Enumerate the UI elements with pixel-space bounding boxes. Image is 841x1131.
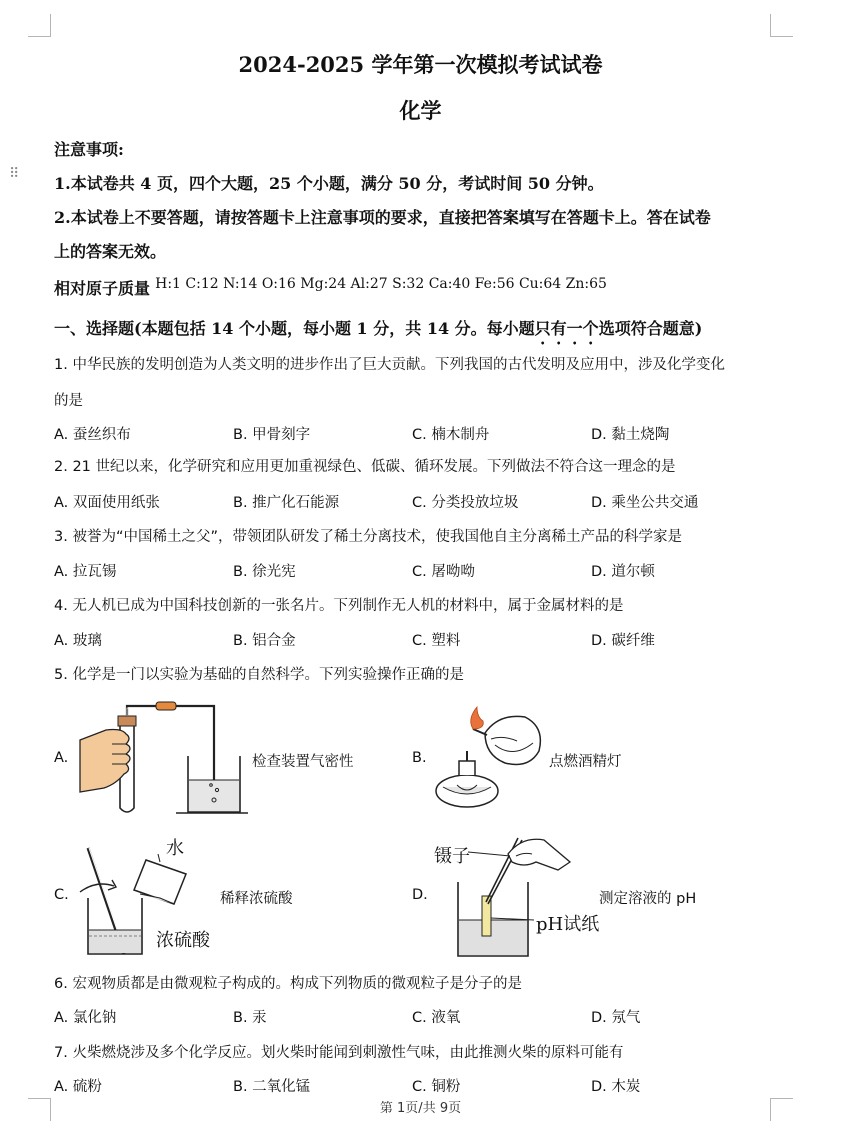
question-5-option-a[interactable]: A. [54,750,69,766]
experiment-d-label-paper: pH试纸 [536,914,600,935]
alcohol-lamp-figure [433,705,548,813]
question-3-option-d[interactable]: D. 道尔顿 [591,564,655,580]
question-4-option-c[interactable]: C. 塑料 [412,633,461,649]
question-1-stem: 1. 中华民族的发明创造为人类文明的进步作出了巨大贡献。下列我国的古代发明及应用中，涉及化学变化 [54,357,725,373]
drag-handle-icon[interactable]: ⠿ [9,166,21,182]
notes-item-2-line-1: 2.本试卷上不要答题，请按答题卡上注意事项的要求，直接把答案填写在答题卡上。答在试卷 [54,208,711,227]
atomic-mass-row [54,276,607,299]
question-5-stem: 5. 化学是一门以实验为基础的自然科学。下列实验操作正确的是 [54,667,464,683]
question-4-option-b[interactable]: B. 铝合金 [233,633,296,649]
question-5-option-c[interactable]: C. [54,887,69,903]
question-3-option-c[interactable]: C. 屠呦呦 [412,564,475,580]
question-2-option-a[interactable]: A. 双面使用纸张 [54,495,160,511]
question-6-stem: 6. 宏观物质都是由微观粒子构成的。构成下列物质的微观粒子是分子的是 [54,976,522,992]
crop-mark-top-left [28,14,51,37]
question-6-option-b[interactable]: B. 汞 [233,1010,267,1026]
notes-item-1: 1.本试卷共 4 页，四个大题，25 个小题，满分 50 分，考试时间 50 分钟。 [54,174,604,193]
experiment-c-label-acid: 浓硫酸 [156,930,210,951]
experiment-d-caption: 测定溶液的 pH [599,891,697,907]
atomic-mass-values: H:1 C:12 N:14 O:16 Mg:24 Al:27 S:32 Ca:40 Fe:56 Cu:64 Zn:65 [155,276,607,292]
question-1-option-c[interactable]: C. 楠木制舟 [412,427,490,443]
notes-item-2-line-2: 上的答案无效。 [54,242,167,261]
question-2-option-b[interactable]: B. 推广化石能源 [233,495,340,511]
question-3-option-b[interactable]: B. 徐光宪 [233,564,296,580]
question-2-option-d[interactable]: D. 乘坐公共交通 [591,495,699,511]
question-7-stem: 7. 火柴燃烧涉及多个化学反应。划火柴时能闻到刺激性气味，由此推测火柴的原料可能有 [54,1045,624,1061]
question-1-option-a[interactable]: A. 蚕丝织布 [54,427,131,443]
question-1-option-d[interactable]: D. 黏土烧陶 [591,427,670,443]
experiment-d-label-tweezers: 镊子 [434,846,470,867]
question-7-option-b[interactable]: B. 二氧化锰 [233,1079,311,1095]
question-2-stem: 2. 21 世纪以来，化学研究和应用更加重视绿色、低碳、循环发展。下列做法不符合这一理念的是 [54,459,676,475]
question-2-option-c[interactable]: C. 分类投放垃圾 [412,495,519,511]
subject-title: 化学 [399,98,442,123]
question-5-option-d[interactable]: D. [412,887,428,903]
question-3-option-a[interactable]: A. 拉瓦锡 [54,564,117,580]
page-footer: 第 1页/共 9页 [379,1101,462,1116]
question-1-option-b[interactable]: B. 甲骨刻字 [233,427,311,443]
question-3-stem: 3. 被誉为“中国稀土之父”，带领团队研发了稀土分离技术，使我国他自主分离稀土产品的科学家是 [54,529,682,545]
question-6-option-a[interactable]: A. 氯化钠 [54,1010,117,1026]
question-4-option-a[interactable]: A. 玻璃 [54,633,102,649]
question-6-option-d[interactable]: D. 氖气 [591,1010,641,1026]
experiment-a-caption: 检查装置气密性 [252,754,354,770]
airtightness-check-figure [76,700,248,818]
question-6-option-c[interactable]: C. 液氧 [412,1010,461,1026]
experiment-c-caption: 稀释浓硫酸 [220,891,293,907]
question-4-option-d[interactable]: D. 碳纤维 [591,633,655,649]
atomic-mass-label: 相对原子质量 [54,279,151,298]
question-4-stem: 4. 无人机已成为中国科技创新的一张名片。下列制作无人机的材料中，属于金属材料的是 [54,598,624,614]
question-1-stem-line-2: 的是 [54,393,83,409]
page-title: 2024-2025 学年第一次模拟考试试卷 [238,52,603,77]
question-7-option-a[interactable]: A. 硫粉 [54,1079,102,1095]
experiment-b-caption: 点燃酒精灯 [549,754,622,770]
question-5-option-b[interactable]: B. [412,750,427,766]
notes-heading: 注意事项: [54,140,124,159]
question-7-option-d[interactable]: D. 木炭 [591,1079,641,1095]
question-7-option-c[interactable]: C. 铜粉 [412,1079,461,1095]
crop-mark-top-right [770,14,793,37]
experiment-c-label-water: 水 [166,838,184,859]
section-1-heading: 一、选择题(本题包括 14 个小题，每小题 1 分，共 14 分。每小题只有一个选项符合题意) [54,319,703,338]
